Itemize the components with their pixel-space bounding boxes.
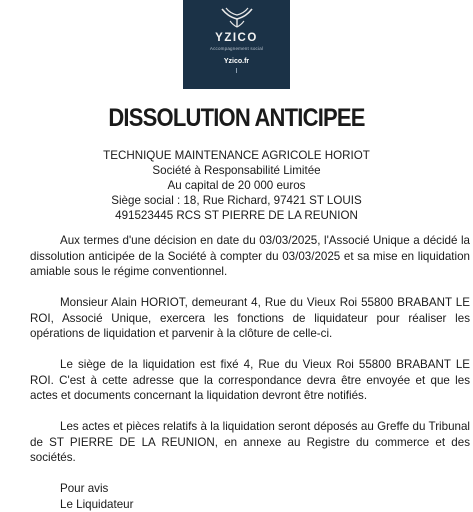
paragraph-decision: Aux termes d'une décision en date du 03/03/2025, l'Associé Unique a décidé la dissolution anticipée de la Société à compter du 03/03/2025 et sa mise en liquidation amiable sous le régime conventionnel. bbox=[30, 233, 470, 280]
logo-site-link[interactable]: Yzico.fr bbox=[224, 58, 249, 66]
company-seat: Siège social : 18, Rue Richard, 97421 ST LOUIS bbox=[0, 193, 473, 208]
logo-brand: YZICO bbox=[215, 32, 258, 45]
company-capital: Au capital de 20 000 euros bbox=[0, 178, 473, 193]
closing-text: Pour avis bbox=[60, 481, 470, 497]
paragraph-liquidator: Monsieur Alain HORIOT, demeurant 4, Rue du Vieux Roi 55800 BRABANT LE ROI, Associé Unique, exercera les fonctions de liquidateur pour réaliser les opérations de liquidation et parvenir à la clôture de celle-ci. bbox=[30, 295, 470, 342]
notice-body bbox=[30, 233, 470, 512]
company-name: TECHNIQUE MAINTENANCE AGRICOLE HORIOT bbox=[0, 148, 473, 163]
logo-divider bbox=[236, 68, 237, 73]
company-header bbox=[0, 148, 473, 223]
paragraph-liquidation-seat: Le siège de la liquidation est fixé 4, Rue du Vieux Roi 55800 BRABANT LE ROI. C'est à cette adresse que la correspondance devra être envoyée et que les actes et documents concernant la liquidation devront être notifiés. bbox=[30, 357, 470, 404]
signature-block bbox=[30, 481, 470, 512]
paragraph-filing: Les actes et pièces relatifs à la liquidation seront déposés au Greffe du Tribunal de ST PIERRE DE LA REUNION, en annexe au Registre du commerce et des sociétés. bbox=[30, 419, 470, 466]
logo-tagline: Accompagnement social bbox=[210, 46, 263, 52]
yzico-logo-icon bbox=[216, 6, 258, 30]
company-rcs: 491523445 RCS ST PIERRE DE LA REUNION bbox=[0, 208, 473, 223]
notice-title: DISSOLUTION ANTICIPEE bbox=[28, 103, 444, 133]
logo-banner bbox=[183, 0, 290, 89]
company-form: Société à Responsabilité Limitée bbox=[0, 163, 473, 178]
signatory-text: Le Liquidateur bbox=[60, 497, 470, 512]
